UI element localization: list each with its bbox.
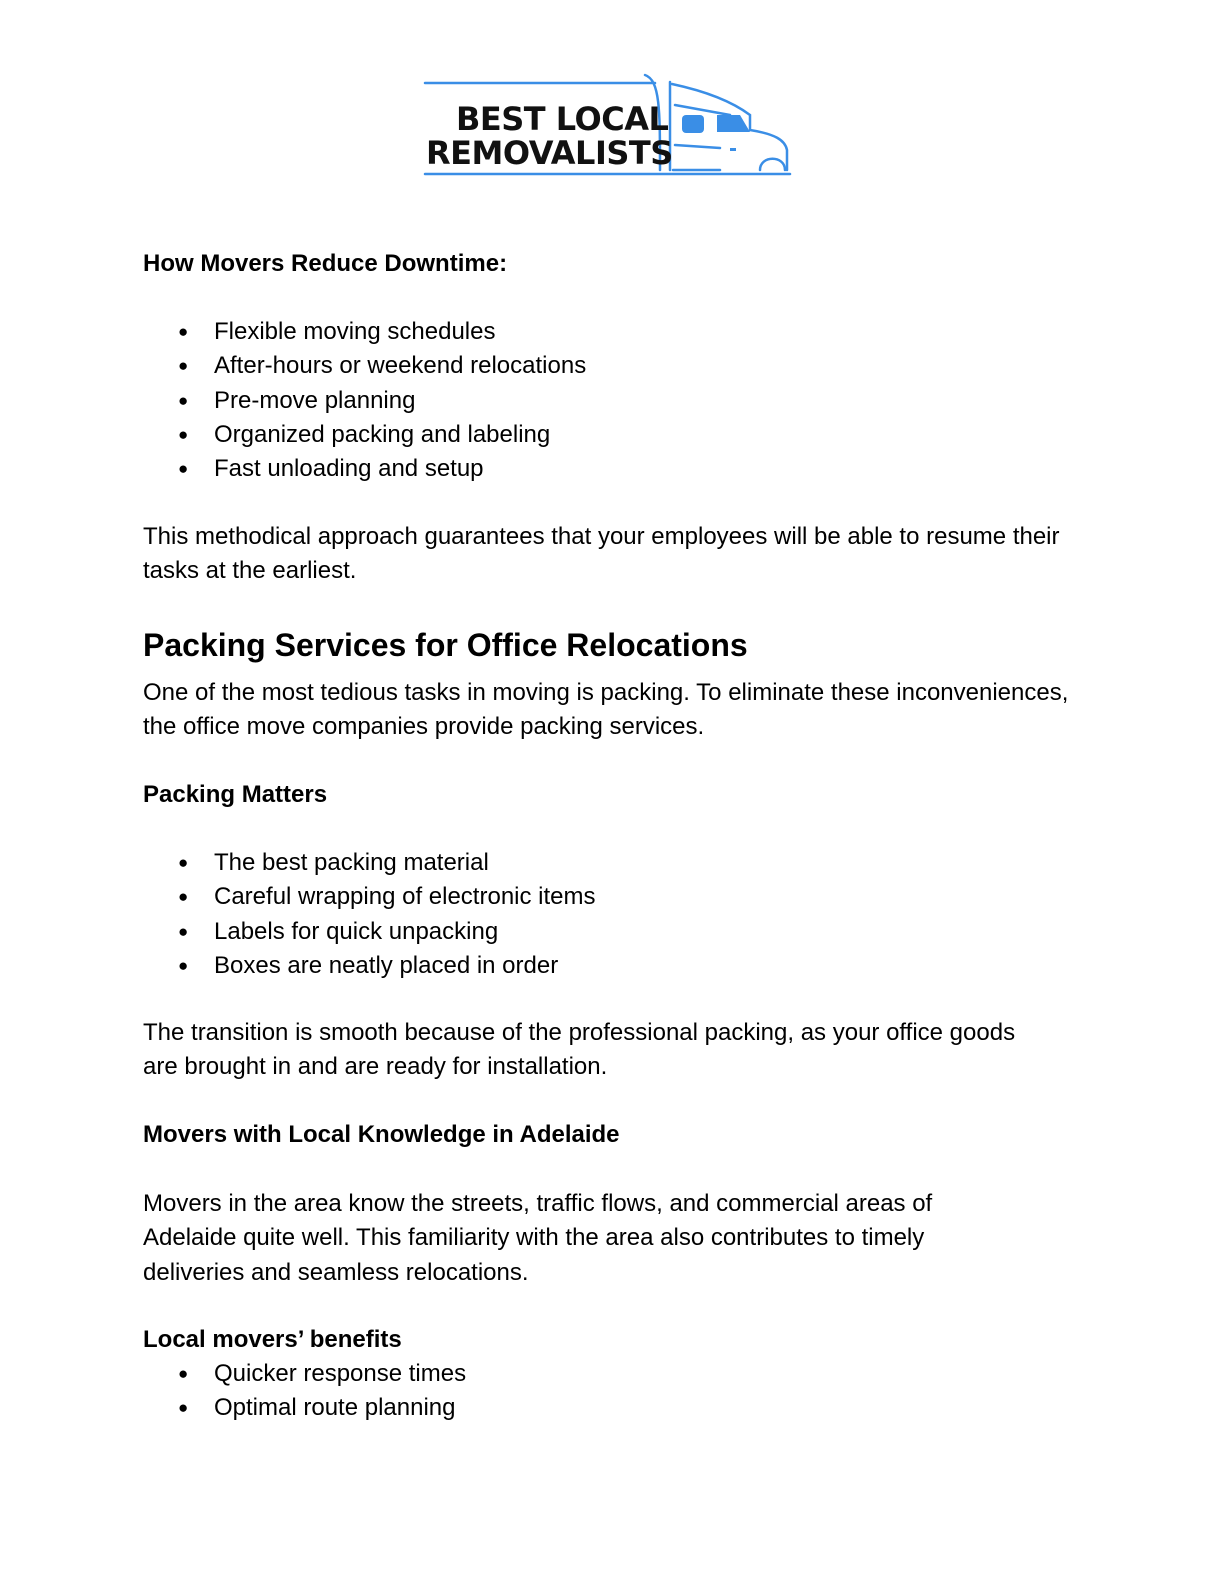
packing-intro: One of the most tedious tasks in moving is packing. To eliminate these inconveniences, the office move companies provide packing services. (143, 679, 1069, 741)
list-item: ● Organized packing and labeling (143, 418, 1083, 452)
company-logo (420, 70, 800, 185)
list-item: ● Pre-move planning (143, 384, 1083, 418)
list-item: ● Careful wrapping of electronic items (143, 880, 1083, 914)
local-paragraph: Movers in the area know the streets, traffic flows, and commercial areas of Adelaide quite well. This familiarity with the area also contributes to timely deliveries and seamless relocations. (143, 1190, 933, 1286)
packing-paragraph: The transition is smooth because of the professional packing, as your office goods are brought in and are ready for installation. (143, 1019, 1016, 1081)
list-item: ● Quicker response times (143, 1357, 1083, 1391)
list-item: ● Optimal route planning (143, 1391, 1083, 1425)
packing-title: Packing Services for Office Relocations (143, 627, 748, 663)
list-item: ● Boxes are neatly placed in order (143, 949, 1083, 983)
list-item: ● Labels for quick unpacking (143, 915, 1083, 949)
list-item: ● The best packing material (143, 846, 1083, 880)
list-item: ● Flexible moving schedules (143, 315, 1083, 349)
downtime-list (143, 315, 1083, 486)
benefits-list (143, 1357, 1083, 1426)
downtime-heading: How Movers Reduce Downtime: (143, 250, 508, 277)
packing-heading: Packing Matters (143, 781, 328, 808)
packing-list (143, 846, 1083, 983)
benefits-heading: Local movers’ benefits (143, 1326, 402, 1353)
logo-line2: REMOVALISTS (426, 134, 673, 172)
local-heading: Movers with Local Knowledge in Adelaide (143, 1121, 620, 1148)
downtime-paragraph: This methodical approach guarantees that your employees will be able to resume their tasks at the earliest. (143, 523, 1060, 585)
list-item: ● After-hours or weekend relocations (143, 349, 1083, 383)
list-item: ● Fast unloading and setup (143, 452, 1083, 486)
logo-line1: BEST LOCAL (456, 100, 669, 138)
